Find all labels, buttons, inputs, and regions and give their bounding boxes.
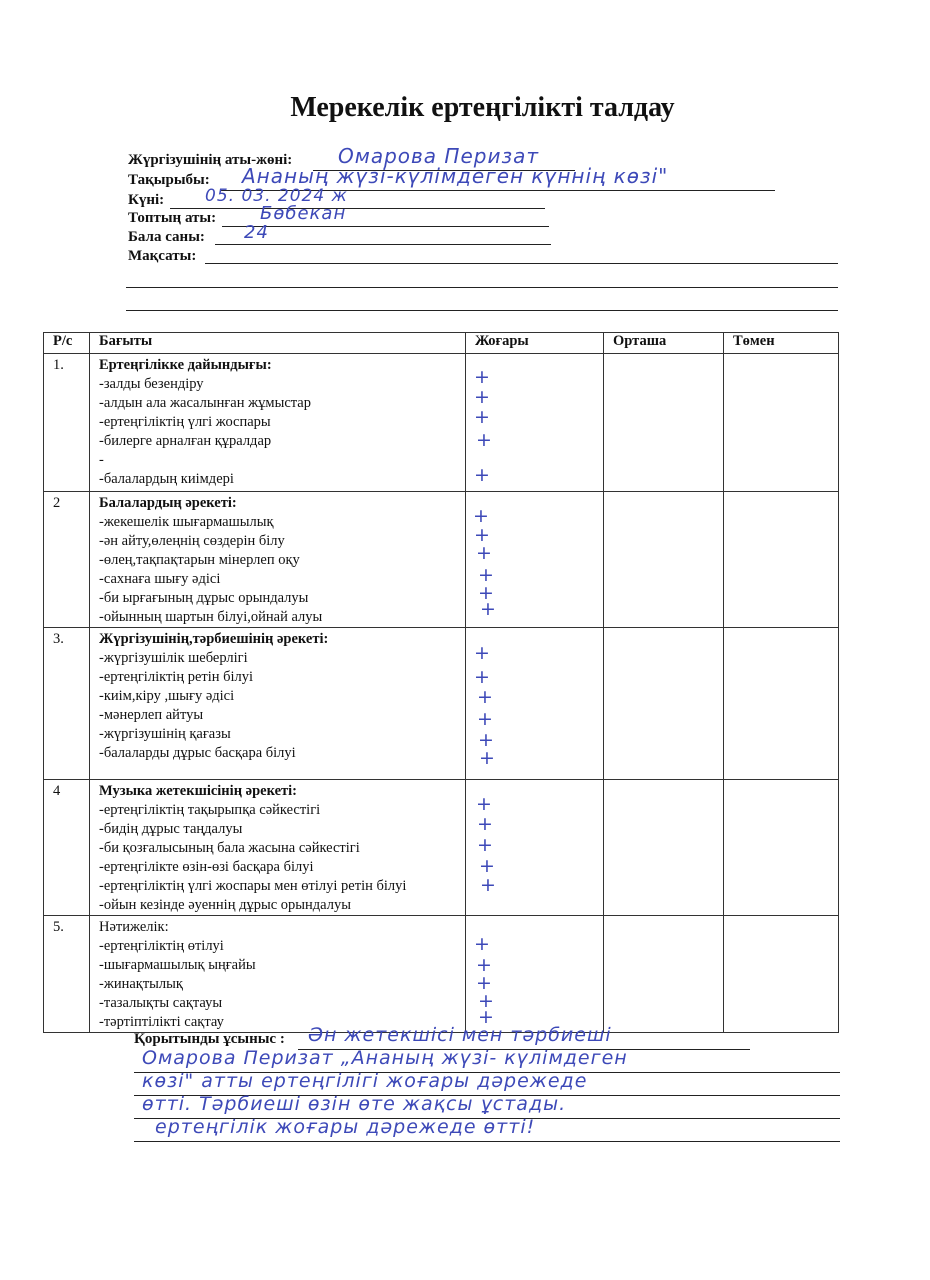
list-item: -би ырғағының дұрыс орындалуы — [99, 590, 309, 606]
list-item: -жинақтылық — [99, 976, 183, 992]
check-mark: + — [476, 954, 492, 976]
table-row — [44, 628, 839, 780]
conclusion-line — [134, 1141, 840, 1142]
conclusion-text-line: ертеңгілік жоғары дәрежеде өтті! — [155, 1116, 536, 1138]
check-mark: + — [474, 464, 490, 486]
children-value: 24 — [244, 222, 269, 243]
check-mark: + — [478, 564, 494, 586]
check-mark: + — [476, 429, 492, 451]
check-mark: + — [478, 990, 494, 1012]
row-number: 1. — [44, 354, 90, 492]
page-title: Мерекелік ертеңгілікті талдау — [290, 92, 675, 123]
goal-line-2 — [126, 287, 838, 288]
row-number: 5. — [44, 916, 90, 1033]
goal-label: Мақсаты: — [128, 248, 197, 264]
check-mark: + — [478, 1006, 494, 1028]
row-number: 4 — [44, 780, 90, 916]
row-direction — [90, 492, 466, 628]
conclusion-text-line: көзі" атты ертеңгілігі жоғары дәрежеде — [142, 1070, 588, 1092]
children-line — [215, 244, 551, 245]
list-item: -би қозғалысының бала жасына сәйкестігі — [99, 840, 360, 856]
check-mark: + — [476, 542, 492, 564]
list-item: -мәнерлеп айтуы — [99, 707, 204, 723]
high-marks — [466, 780, 604, 916]
medium-cell — [604, 916, 724, 1033]
group-value: Бөбекан — [260, 203, 347, 224]
check-mark: + — [480, 874, 496, 896]
check-mark: + — [474, 642, 490, 664]
check-mark: + — [474, 933, 490, 955]
list-item: -ертеңгіліктің үлгі жоспары — [99, 414, 271, 430]
check-mark: + — [479, 747, 495, 769]
check-mark: + — [474, 366, 490, 388]
list-item: -ертеңгіліктің үлгі жоспары мен өтілуі ретін білуі — [99, 878, 407, 894]
low-cell — [724, 780, 839, 916]
section-title: Музыка жетекшісінің әрекеті: — [99, 783, 298, 799]
table-row — [44, 916, 839, 1033]
list-item: -жекешелік шығармашылық — [99, 514, 274, 530]
check-mark: + — [480, 598, 496, 620]
list-item: -шығармашылық ыңғайы — [99, 957, 256, 973]
children-label: Бала саны: — [128, 229, 205, 245]
date-label: Күні: — [128, 192, 165, 208]
conclusion-text-line: өтті. Тәрбиеші өзін өте жақсы ұстады. — [142, 1093, 567, 1115]
list-item: -өлең,тақпақтарын мінерлеп оқу — [99, 552, 300, 568]
row-number: 3. — [44, 628, 90, 780]
group-line — [222, 226, 549, 227]
list-item: -балаларды дұрыс басқара білуі — [99, 745, 296, 761]
conclusion-label: Қорытынды ұсыныс : — [134, 1031, 285, 1047]
list-item: -киім,кіру ,шығу әдісі — [99, 688, 235, 704]
date-line — [170, 208, 545, 209]
table-header-row — [44, 333, 839, 354]
low-cell — [724, 628, 839, 780]
high-marks — [466, 492, 604, 628]
list-item: -ойынның шартын білуі,ойнай алуы — [99, 609, 323, 625]
check-mark: + — [476, 793, 492, 815]
medium-cell — [604, 780, 724, 916]
leader-label: Жүргізушінің аты-жөні: — [128, 152, 293, 168]
section-title: Нәтижелік: — [99, 919, 169, 935]
list-item: -ән айту,өлеңнің сөздерін білу — [99, 533, 285, 549]
check-mark: + — [477, 834, 493, 856]
check-mark: + — [474, 666, 490, 688]
section-title: Жүргізушінің,тәрбиешінің әрекеті: — [99, 631, 329, 647]
high-marks — [466, 354, 604, 492]
list-item: -ойын кезінде әуеннің дұрыс орындалуы — [99, 897, 351, 913]
goal-line — [205, 263, 838, 264]
section-title: Балалардың әрекеті: — [99, 495, 237, 511]
low-cell — [724, 916, 839, 1033]
check-mark: + — [473, 505, 489, 527]
medium-cell — [604, 492, 724, 628]
low-cell — [724, 354, 839, 492]
header-high: Жоғары — [466, 333, 604, 354]
section-title: Ертеңгілікке дайындығы: — [99, 357, 272, 373]
check-mark: + — [477, 813, 493, 835]
list-item: -бидің дұрыс таңдалуы — [99, 821, 243, 837]
high-marks — [466, 628, 604, 780]
header-num: Р/с — [44, 333, 90, 354]
medium-cell — [604, 628, 724, 780]
table-row — [44, 354, 839, 492]
list-item: -сахнаға шығу әдісі — [99, 571, 221, 587]
list-item: -алдын ала жасалынған жұмыстар — [99, 395, 311, 411]
evaluation-table — [43, 332, 839, 1033]
list-item: -жүргізушілік шеберлігі — [99, 650, 248, 666]
check-mark: + — [477, 686, 493, 708]
conclusion-text-line: Омарова Перизат „Ананың жүзі- күлімдеген — [142, 1047, 628, 1069]
topic-value: Ананың жүзі-күлімдеген күннің көзі" — [242, 164, 669, 188]
header-low: Төмен — [724, 333, 839, 354]
table-row — [44, 780, 839, 916]
row-number: 2 — [44, 492, 90, 628]
medium-cell — [604, 354, 724, 492]
list-item: -ертеңгіліктің өтілуі — [99, 938, 224, 954]
row-direction — [90, 628, 466, 780]
topic-label: Тақырыбы: — [128, 172, 210, 188]
header-medium: Орташа — [604, 333, 724, 354]
row-direction — [90, 916, 466, 1033]
check-mark: + — [474, 406, 490, 428]
leader-value: Омарова Перизат — [338, 144, 539, 168]
check-mark: + — [477, 708, 493, 730]
list-item: - — [99, 452, 104, 468]
check-mark: + — [476, 972, 492, 994]
check-mark: + — [478, 729, 494, 751]
list-item: -тазалықты сақтауы — [99, 995, 223, 1011]
list-item: -тәртіптілікті сақтау — [99, 1014, 224, 1030]
row-direction — [90, 780, 466, 916]
row-direction — [90, 354, 466, 492]
list-item: -жүргізушінің қағазы — [99, 726, 231, 742]
list-item: -залды безендіру — [99, 376, 204, 392]
date-value: 05. 03. 2024 ж — [205, 186, 348, 206]
goal-line-3 — [126, 310, 838, 311]
list-item: -билерге арналған құралдар — [99, 433, 272, 449]
check-mark: + — [478, 582, 494, 604]
list-item: -ертеңгіліктің ретін білуі — [99, 669, 254, 685]
check-mark: + — [474, 386, 490, 408]
header-direction: Бағыты — [90, 333, 466, 354]
list-item: -ертеңгіліктің тақырыпқа сәйкестігі — [99, 802, 321, 818]
conclusion-text-line: Ән жетекшісі мен тәрбиеші — [308, 1024, 612, 1046]
check-mark: + — [479, 855, 495, 877]
list-item: -ертеңгілікте өзін-өзі басқара білуі — [99, 859, 314, 875]
low-cell — [724, 492, 839, 628]
list-item: -балалардың киімдері — [99, 471, 234, 487]
high-marks — [466, 916, 604, 1033]
table-row — [44, 492, 839, 628]
group-label: Топтың аты: — [128, 210, 217, 226]
check-mark: + — [474, 524, 490, 546]
